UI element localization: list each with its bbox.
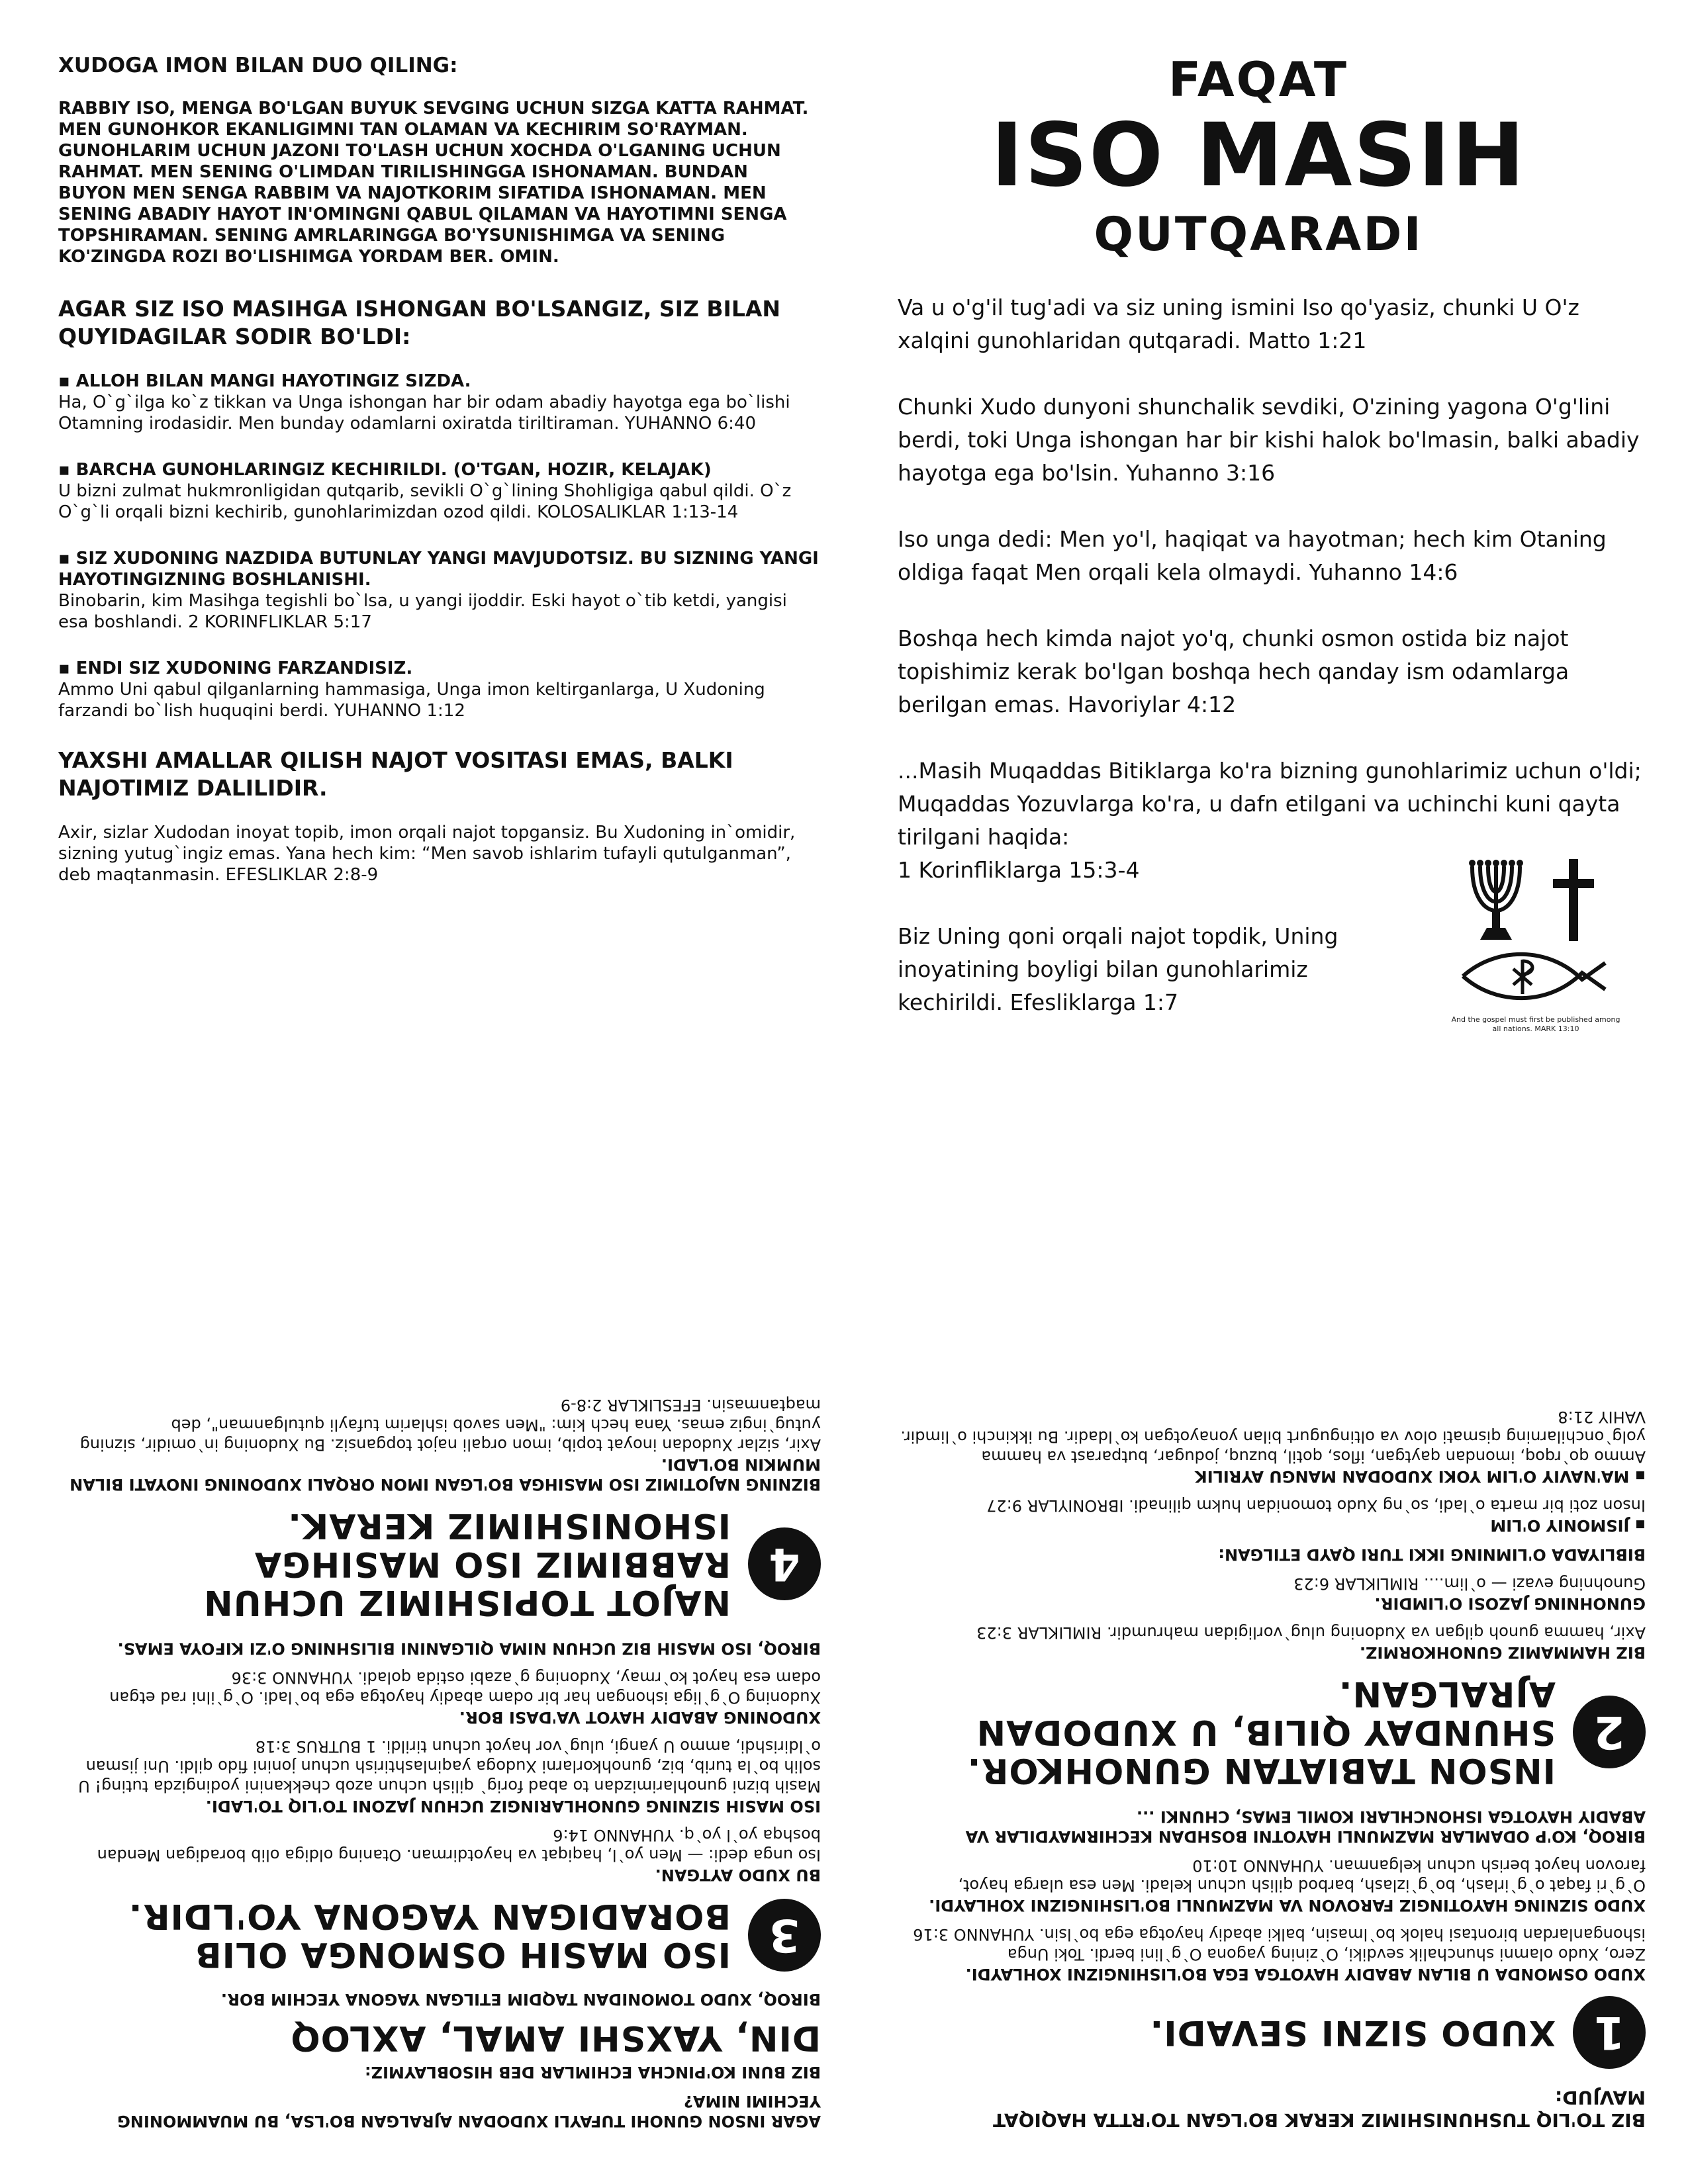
section-title: ISO MASIH OSMONGA OLIB BORADIGAN YAGONA YO'LDIR. xyxy=(128,1896,731,1974)
subheading: ▪ MA'NAVIY O'LIM YOKI XUDODAN MANGU AYRILIK xyxy=(1195,1467,1646,1486)
believe-heading: AGAR SIZ ISO MASIHGA ISHONGAN BO'LSANGIZ, SIZ BILAN QUYIDAGILAR SODIR BO'LDI: xyxy=(58,296,780,349)
prayer-heading: XUDOGA IMON BILAN DUO QILING: xyxy=(58,54,458,77)
point-heading: ▪ ENDI SIZ XUDONING FARZANDISIZ. xyxy=(58,659,413,678)
verse: Biz Uning qoni orqali najot topdik, Uning inoyatining boyligi bilan gunohlarimiz kechirildi. Efesliklarga 1:7 xyxy=(898,923,1338,1015)
body-text: Axir, sizlar Xudodan inoyat topib, imon orqali najot topgansiz. Bu Xudoning in`omidir, sizning yutug`ingiz emas. Yana hech kim: "Men savob ishlarim tufayli qutulganman", deb maqtanmasin. EFESLIKLAR 2:8-9 xyxy=(79,1396,821,1454)
verse: Chunki Xudo dunyoni shunchalik sevdiki, O'zining yagona O'g'lini berdi, toki Unga ishongan har bir kishi halok bo'lmasin, balki abadiy hayotga ega bo'lsin. Yuhanno 3:16 xyxy=(898,394,1640,486)
subheading: BIBLIYADA O'LIMNING IKKI TURI QAYD ETILGAN: xyxy=(1218,1545,1646,1564)
works-heading: YAXSHI AMALLAR QILISH NAJOT VOSITASI EMAS, BALKI NAJOTIMIZ DALILIDIR. xyxy=(58,747,733,801)
subheading: ISO MASIH SIZNING GUNOHLARINGIZ UCHUN JAZONI TO'LIQ TO'LADI. xyxy=(205,1797,821,1815)
point-heading: ▪ ALLOH BILAN MANGI HAYOTINGIZ SIZDA. xyxy=(58,371,471,391)
body-text: Ammo qo`rqoq, imondan qaytgan, iflos, qotil, buzuq, jodugar, butparast va hamma yolg`onchilarning qismati olov va oltingugurt bilan yonayotgan ko`ldadir. Bu ikkinchi o`limdir. VAHIY 21:8 xyxy=(900,1408,1646,1466)
body-text: Inson zoti bir marta o`ladi, so`ng Xudo tomonidan hukm qilinadi. IBRONIYLAR 9:27 xyxy=(986,1496,1646,1515)
title-bottom: QUTQARADI xyxy=(1094,207,1423,261)
section-title: INSON TABIATAN GUNOHKOR. SHUNDAY QILIB, U XUDODAN AJRALGAN. xyxy=(966,1674,1556,1790)
symbols-block xyxy=(1450,847,1622,1034)
body-text: Iso unga dedi: — Men yo`l, haqiqat va hayotdirman. Otaning oldiga olib boradigan Mendan boshqa yo`l yo`q. YUHANNO 14:6 xyxy=(97,1826,821,1864)
point-heading: ▪ SIZ XUDONING NAZDIDA BUTUNLAY YANGI MAVJUDOTSIZ. BU SIZNING YANGI HAYOTINGIZNING BOSHLANISHI. xyxy=(58,549,819,590)
section-title: NAJOT TOPISHIMIZ UCHUN RABBIMIZ ISO MASIHGA ISHONISHIMIZ KERAK. xyxy=(203,1506,731,1622)
back-right-panel xyxy=(898,1125,1646,2131)
solutions-heading: DIN, YAXSHI AMAL, AXLOQ xyxy=(290,2018,821,2058)
section-2 xyxy=(898,1407,1646,1790)
subheading: BIROQ, KO'P ODAMLAR MAZMUNLI HAYOTNI BOSHDAN KECHIRMAYDILAR VA ABADIY HAYOTGA ISHONCHLARI KOMIL EMAS, CHUNKI ... xyxy=(965,1807,1646,1846)
subheading: XUDO OSMONDA U BILAN ABADIY HAYOTGA EGA BO'LISHINGIZNI XOHLAYDI. xyxy=(965,1965,1646,1983)
point-heading: ▪ BARCHA GUNOHLARINGIZ KECHIRILDI. (O'TGAN, HOZIR, KELAJAK) xyxy=(58,460,712,480)
section-number: 4 xyxy=(748,1527,821,1600)
subheading: GUNOHNING JAZOSI O'LIMDIR. xyxy=(1374,1594,1646,1613)
section-number: 3 xyxy=(748,1899,821,1972)
intro-heading: BIZ TO'LIQ TUSHUNISHIMIZ KERAK BO'LGAN TO'RTTA HAQIQAT MAVJUD: xyxy=(993,2087,1646,2131)
verse: Iso unga dedi: Men yo'l, haqiqat va hayotman; hech kim Otaning oldiga faqat Men orqali kela olmaydi. Yuhanno 14:6 xyxy=(898,526,1607,585)
subheading: BU XUDO AYTGAN. xyxy=(655,1866,821,1884)
subheading: ▪ JISMONIY O'LIM xyxy=(1490,1516,1646,1535)
section-number: 2 xyxy=(1573,1696,1646,1768)
prayer-text: RABBIY ISO, MENGA BO'LGAN BUYUK SEVGING UCHUN SIZGA KATTA RAHMAT. MEN GUNOHKOR EKANLIGIMNI TAN OLAMAN VA KECHIRIM SO'RAYMAN. GUNOHLARIM UCHUN JAZONI TO'LASH UCHUN XOCHDA O'LGANING UCHUN RAHMAT. MEN SENING O'LIMDAN TIRILISHINGGA ISHONAMAN. BUNDAN BUYON MEN SENGA RABBIM VA NAJOTKORIM SIFATIDA ISHONAMAN. MEN SENING ABADIY HAYOT IN'OMINGNI QABUL QILAMAN VA HAYOTIMNI SENGA TOPSHIRAMAN. SENING AMRLARINGGA BO'YSUNISHIMGA VA SENING KO'ZINGDA ROZI BO'LISHIMGA YORDAM BER. OMIN. xyxy=(58,99,809,267)
point-body: U bizni zulmat hukmronligidan qutqarib, sevikli O`g`lining Shohligiga qabul qildi. O`z O`g`li orqali bizni kechirib, gunohlarimizdan ozod qildi. KOLOSALIKLAR 1:13-14 xyxy=(58,481,792,522)
subheading: BIZ HAMMAMIZ GUNOHKORMIZ. xyxy=(1359,1643,1646,1662)
section-1 xyxy=(898,1807,1646,2069)
section-number: 1 xyxy=(1573,1996,1646,2069)
subheading: XUDONING ABADIY HAYOT VA'DASI BOR. xyxy=(459,1708,821,1727)
symbols-caption: And the gospel must first be published among all nations. MARK 13:10 xyxy=(1451,1015,1620,1033)
title-main: ISO MASIH xyxy=(990,105,1526,206)
subheading: BIROQ, ISO MASIH BIZ UCHUN NIMA QILGANINI BILISHNING O'ZI KIFOYA EMAS. xyxy=(117,1639,821,1658)
verse: Va u o'g'il tug'adi va siz uning ismini Iso qo'yasiz, chunki U O'z xalqini gunohlaridan qutqaradi. Matto 1:21 xyxy=(898,295,1579,353)
subheading: AGAR INSON GUNOHI TUFAYLI XUDODAN AJRALGAN BO'LSA, BU MUAMMONING YECHIMI NIMA? xyxy=(117,2092,821,2130)
subheading: BIROQ, XUDO TOMONIDAN TAQDIM ETILGAN YAGONA YECHIM BOR. xyxy=(220,1990,821,2009)
menorah-cross-fish-icon xyxy=(1450,847,1622,1013)
verse-reference: 1 Korinfliklarga 15:3-4 xyxy=(898,857,1140,883)
point-body: Binobarin, kim Masihga tegishli bo`lsa, u yangi ijoddir. Eski hayot o`tib ketdi, yangisi esa boshlandi. 2 KORINFLIKLAR 5:17 xyxy=(58,591,787,632)
body-text: Zero, Xudo olamni shunchalik sevdiki, O`zining yagona O`g`lini berdi. Toki Unga ishonganlardan birontasi halok bo`lmasin, balki abadiy hayotga ega bo`lsin. YUHANNO 3:16 xyxy=(913,1925,1646,1964)
section-3 xyxy=(60,1639,821,1974)
point-item xyxy=(58,371,820,434)
subheading: BIZ BUNI KO'PINCHA ECHIMLAR DEB HISOBLAYMIZ: xyxy=(365,2063,821,2081)
point-item xyxy=(58,548,820,633)
point-item xyxy=(58,658,820,721)
title-top: FAQAT xyxy=(1168,52,1349,107)
point-body: Ha, O`g`ilga ko`z tikkan va Unga ishongan har bir odam abadiy hayotga ega bo`lishi Otamning irodasidir. Men bunday odamlarni oxiratda tiriltiraman. YUHANNO 6:40 xyxy=(58,392,790,433)
body-text: Xudoning O`g`liga ishongan har bir odam abadiy hayotga ega bo`ladi. O`g`ilni rad etgan odam esa hayot ko`rmay, Xudoning g`azabi ostida qoladi. YUHANNO 3:36 xyxy=(109,1668,821,1707)
body-text: Axir, hamma gunoh qilgan va Xudoning ulug`vorligidan mahrumdir. RIMLIKLAR 3:23 xyxy=(976,1623,1646,1642)
body-text: Masih bizni gunohlarimizdan to abad forig` qilish uchun azob chekkanini yodingizda tuting! U solih bo`la turib, biz, gunohkorlarni Xudoga yaqinlashtirish uchun jonini fido qildi. Uni jisman o`ldirishdi, ammo U yangi, ulug`vor hayot uchun tirildi. 1 BUTRUS 3:18 xyxy=(78,1737,821,1796)
works-text: Axir, sizlar Xudodan inoyat topib, imon orqali najot topgansiz. Bu Xudoning in`omidir, sizning yutug`ingiz emas. Yana hech kim: “Men savob ishlarim tufayli qutulganman”, deb maqtanmasin. EFESLIKLAR 2:8-9 xyxy=(58,823,796,885)
section-4 xyxy=(60,1395,821,1621)
subheading: XUDO SIZNING HAYOTINGIZ FAROVON VA MAZMUNLI BO'LISHINGIZNI XOHLAYDI. xyxy=(929,1896,1646,1915)
body-text: Gunohning evazi — o`lim.... RIMLIKLAR 6:23 xyxy=(1293,1574,1646,1593)
body-text: O`g`ri faqat o`g`irlash, bo`g`izlash, barbod qilish uchun keladi. Men esa ularga hayot, farovon hayot berish uchun kelganman. YUHANNO 10:10 xyxy=(958,1856,1646,1895)
verse: ...Masih Muqaddas Bitiklarga ko'ra bizning gunohlarimiz uchun o'ldi; Muqaddas Yozuvlarga ko'ra, u dafn etilgani va uchinchi kuni qayta tirilgani haqida: xyxy=(898,758,1642,850)
subheading: BIZNING NAJOTIMIZ ISO MASIHGA BO'LGAN IMON ORQALI XUDONING INOYATI BILAN MUMKIN BO'LADI. xyxy=(70,1455,821,1494)
section-title: XUDO SIZNI SEVADI. xyxy=(1149,2013,1556,2052)
point-item xyxy=(58,459,820,523)
prayer-panel xyxy=(58,53,820,886)
back-left-panel xyxy=(60,1125,821,2131)
verse: Boshqa hech kimda najot yo'q, chunki osmon ostida biz najot topishimiz kerak bo'lgan boshqa hech qanday ism odamlarga berilgan emas. Havoriylar 4:12 xyxy=(898,625,1570,717)
point-body: Ammo Uni qabul qilganlarning hammasiga, Unga imon keltirganlarga, U Xudoning farzandi bo`lish huquqini berdi. YUHANNO 1:12 xyxy=(58,680,765,721)
